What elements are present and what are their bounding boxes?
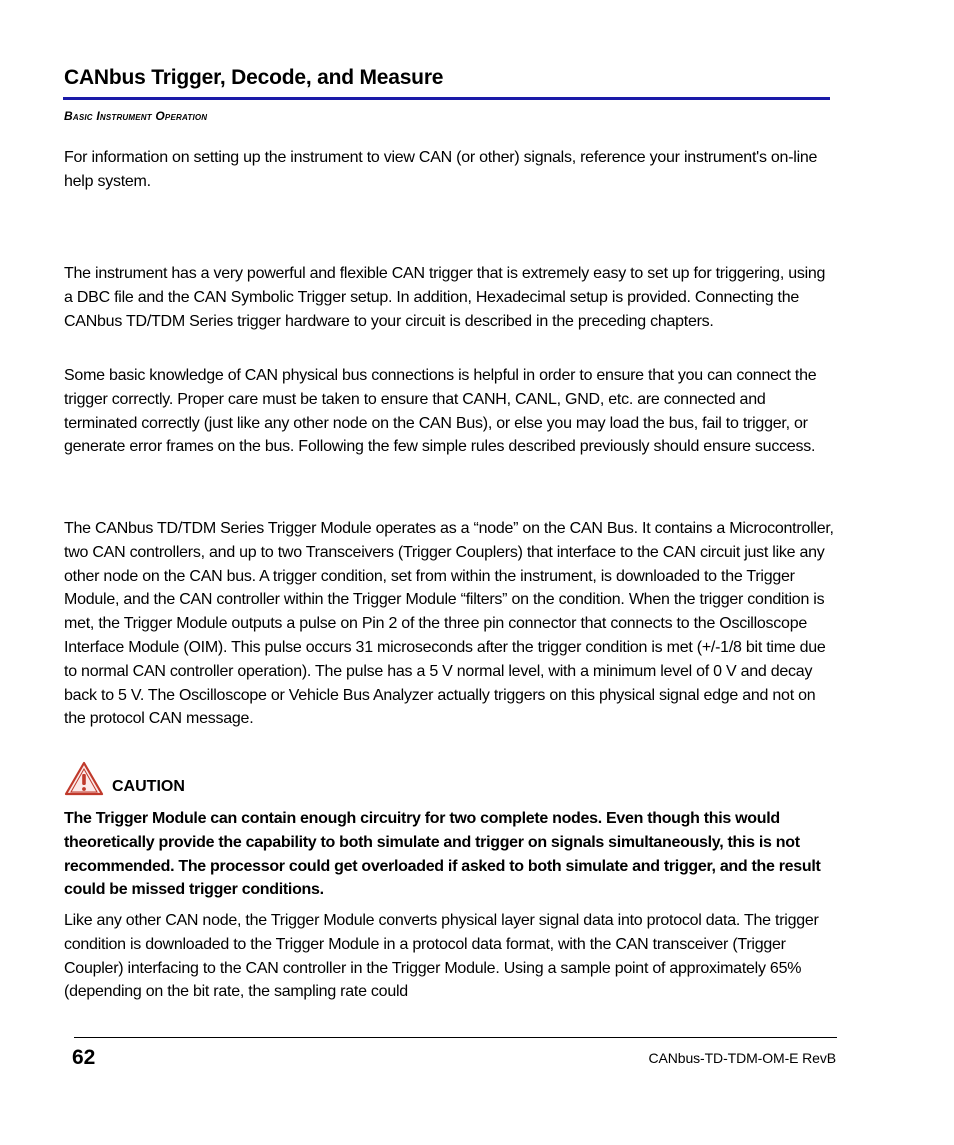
page-number: 62 [72, 1046, 96, 1069]
paragraph-bus-knowledge: Some basic knowledge of CAN physical bus connections is helpful in order to ensure that you can connect the trigger correctly. Proper care must be taken to ensure that CANH, CANL, GND, etc. are connected and terminated correctly (just like any other node on the CAN Bus), or else you may load the bus, fail to trigger, or generate error frames on the bus. Following the few simple rules described previously should ensure success. [64, 367, 817, 456]
section-label: Basic Instrument Operation [64, 109, 208, 123]
paragraph-intro: For information on setting up the instrument to view CAN (or other) signals, reference your instrument's on-line help system. [64, 149, 818, 190]
paragraph-trigger-overview: The instrument has a very powerful and flexible CAN trigger that is extremely easy to set up for triggering, using a DBC file and the CAN Symbolic Trigger setup. In addition, Hexadecimal setup is provided. Connecting the CANbus TD/TDM Series trigger hardware to your circuit is described in the preceding chapters. [64, 265, 826, 330]
document-id: CANbus-TD-TDM-OM-E RevB [648, 1050, 836, 1066]
header-rule [63, 97, 830, 100]
caution-text: The Trigger Module can contain enough circuitry for two complete nodes. Even though this would theoretically provide the capability to both simulate and trigger on signals simultaneously, this is not recommended. The processor could get overloaded if asked to both simulate and trigger, and the result could be missed trigger conditions. [64, 810, 821, 899]
paragraph-protocol-data: Like any other CAN node, the Trigger Module converts physical layer signal data into protocol data. The trigger condition is downloaded to the Trigger Module in a protocol data format, with the CAN transceiver (Trigger Coupler) interfacing to the CAN controller in the Trigger Module. Using a sample point of approximately 65% (depending on the bit rate, the sampling rate could [64, 912, 819, 1001]
footer-rule [74, 1037, 837, 1038]
page-title: CANbus Trigger, Decode, and Measure [64, 66, 444, 89]
paragraph-trigger-module: The CANbus TD/TDM Series Trigger Module operates as a “node” on the CAN Bus. It contains a Microcontroller, two CAN controllers, and up to two Transceivers (Trigger Couplers) that interface to the CAN circuit just like any other node on the CAN bus. A trigger condition, set from within the instrument, is downloaded to the Trigger Module, and the CAN controller within the Trigger Module “filters” on the condition. When the trigger condition is met, the Trigger Module outputs a pulse on Pin 2 of the three pin connector that connects to the Oscilloscope Interface Module (OIM). This pulse occurs 31 microseconds after the trigger condition is met (+/-1/8 bit time due to normal CAN controller operation). The pulse has a 5 V normal level, with a minimum level of 0 V and decay back to 5 V. The Oscilloscope or Vehicle Bus Analyzer actually triggers on this physical signal edge and not on the protocol CAN message. [64, 520, 834, 728]
warning-triangle-icon [63, 760, 105, 798]
caution-label: CAUTION [112, 778, 185, 795]
